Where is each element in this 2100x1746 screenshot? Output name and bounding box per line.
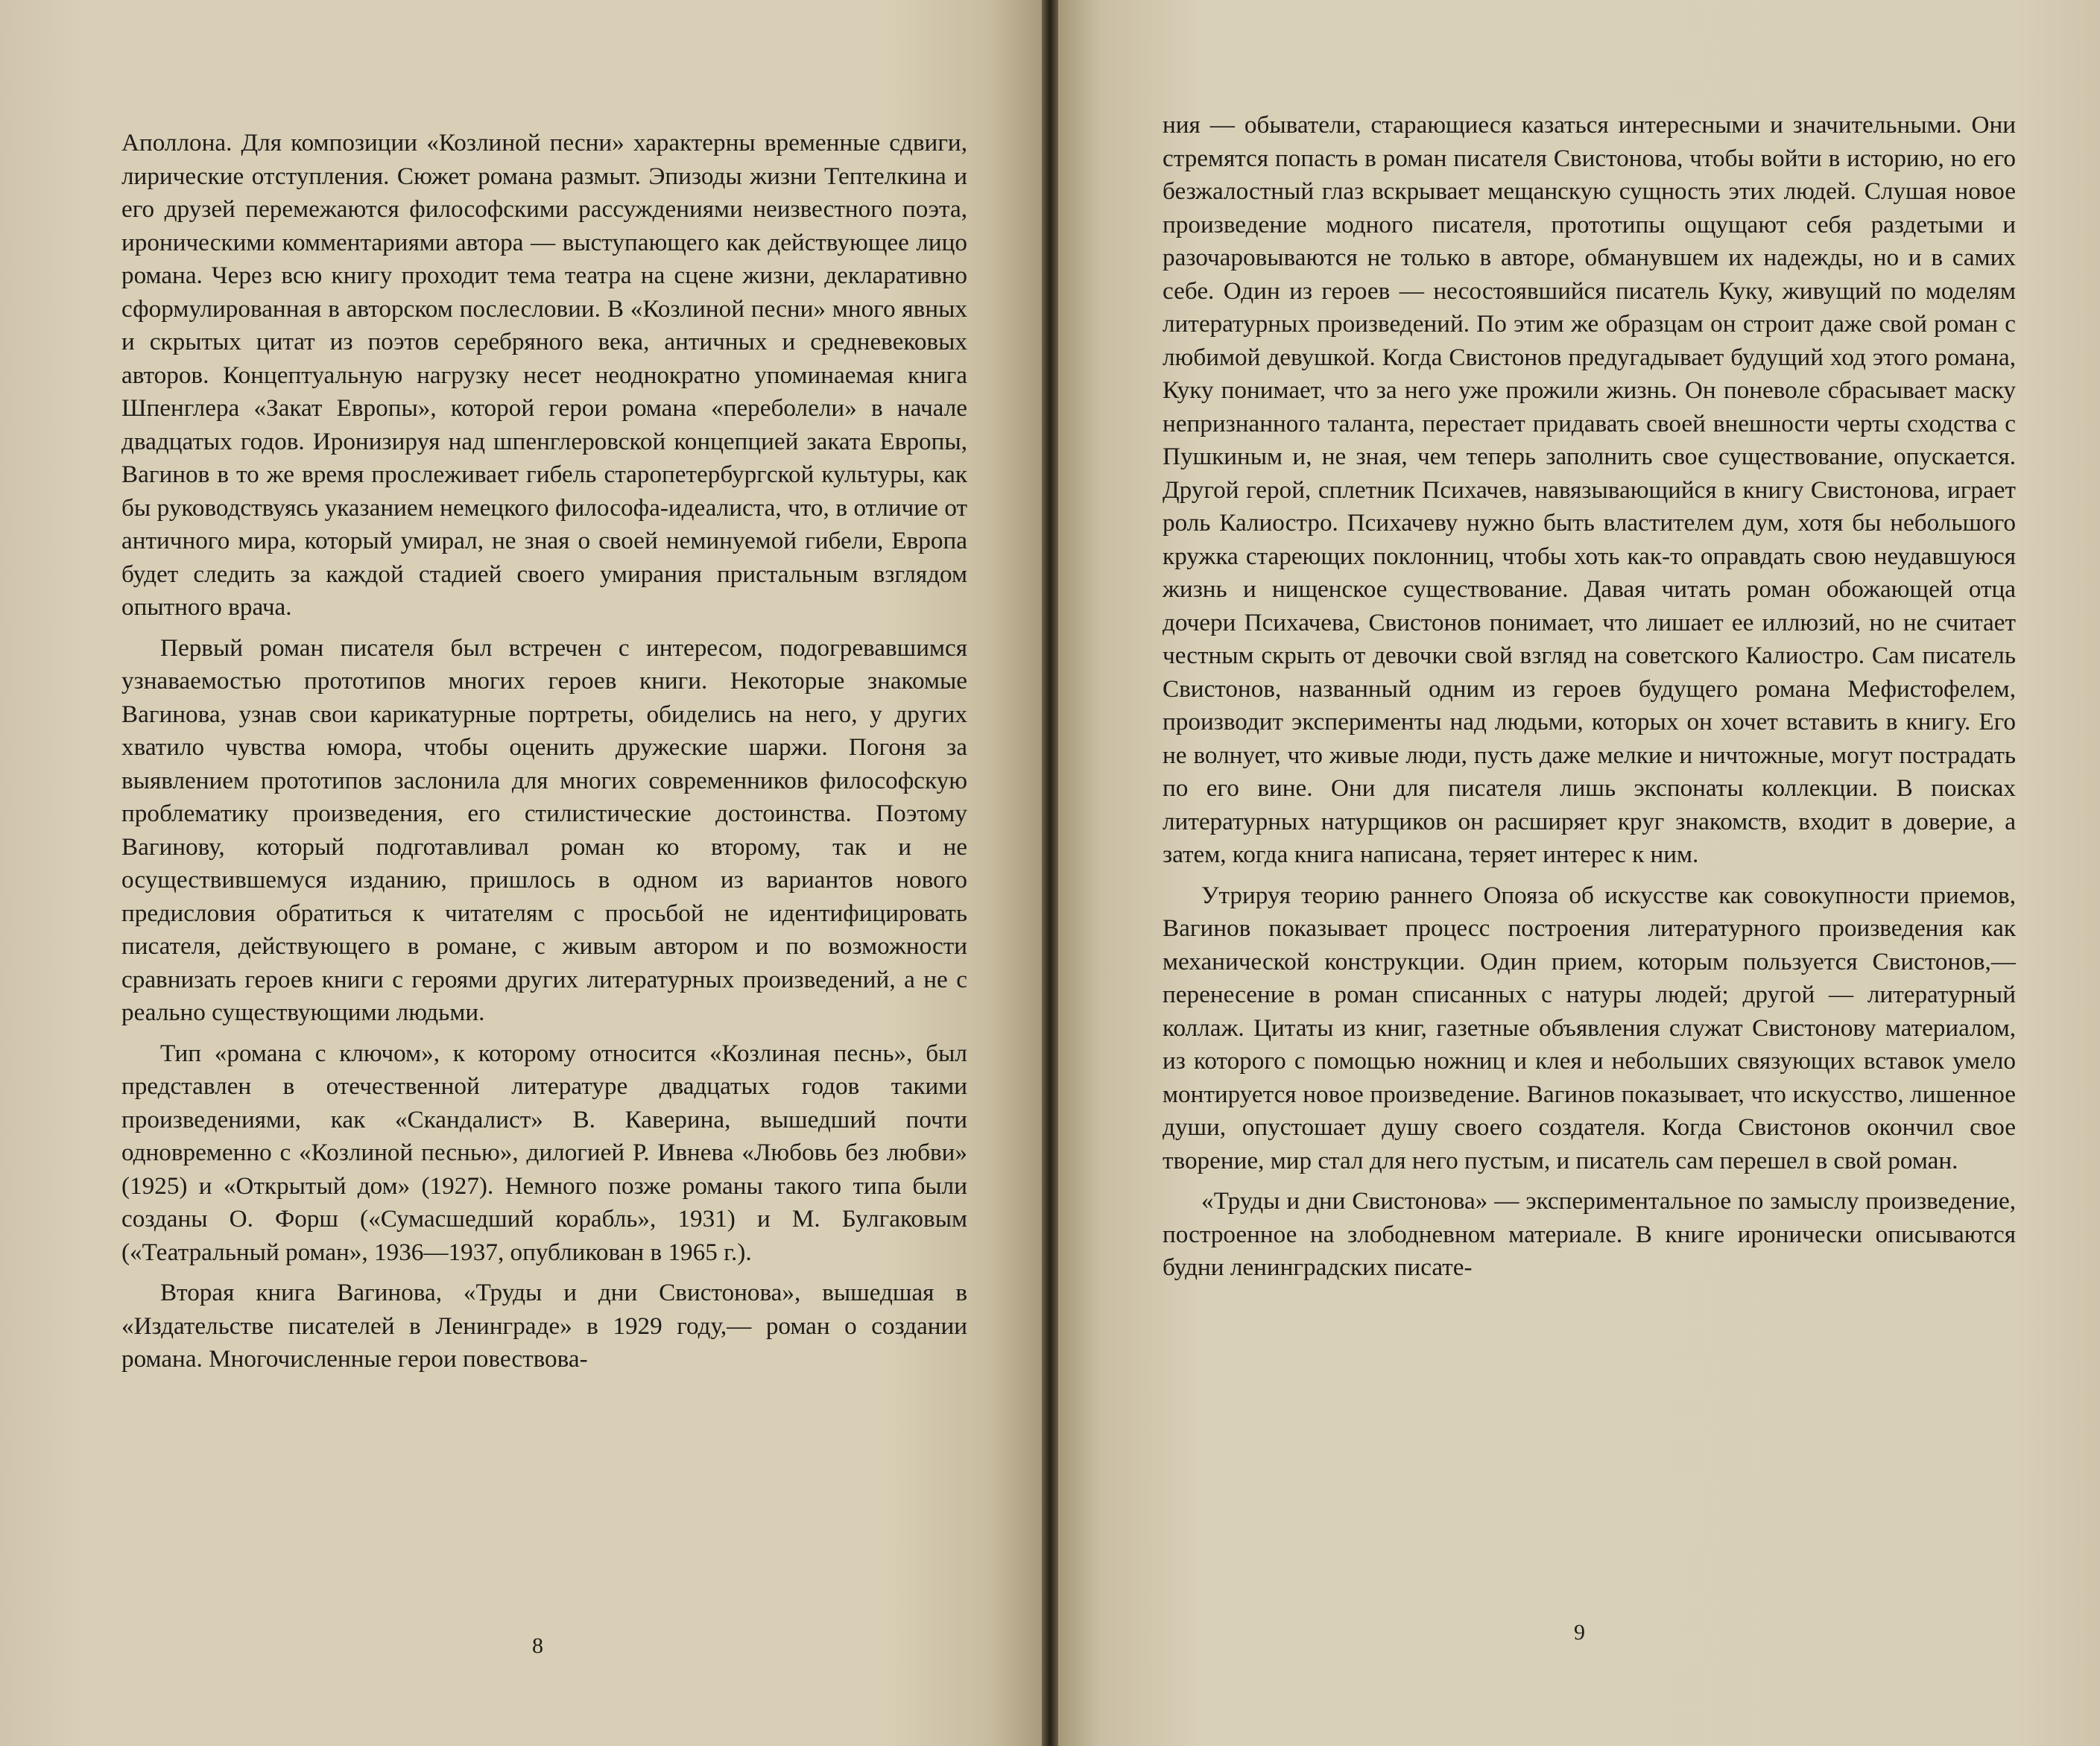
right-page-text [1163, 109, 2016, 1285]
left-page [0, 0, 1042, 1746]
page-number: 8 [532, 1633, 543, 1658]
book-gutter [1042, 0, 1058, 1746]
paragraph: Тип «романа с ключом», к которому относится «Козлиная песнь», был представлен в отечественной литературе двадцатых годов такими произведениями, как «Скандалист» В. Каверина, вышедший почти одновременно с «Козлиной песнью», дилогией Р. Ивнева «Любовь без любви» (1925) и «Открытый дом» (1927). Немного позже романы такого типа были созданы О. Форш («Сумасшедший корабль», 1931) и М. Булгаковым («Театральный роман», 1936—1937, опубликован в 1965 г.). [121, 1039, 967, 1266]
paragraph: Первый роман писателя был встречен с интересом, подогревавшимся узнаваемостью прототипов многих героев книги. Некоторые знакомые Вагинова, узнав свои карикатурные портреты, обиделись на него, у других хватило чувства юмора, чтобы оценить дружеские шаржи. Погоня за выявлением прототипов заслонила для многих современников философскую проблематику произведения, его стилистические достоинства. Поэтому Вагинову, который подготавливал роман ко второму, так и не осуществившемуся изданию, пришлось в одном из вариантов нового предисловия обратиться к читателям с просьбой не идентифицировать писателя, действующего в романе, с живым автором и по возможности сравнизать героев книги с героями других литературных произведений, а не с реально существующими людьми. [121, 633, 967, 1026]
page-number: 9 [1574, 1620, 1585, 1645]
right-page [1058, 0, 2100, 1746]
paragraph: «Труды и дни Свистонова» — экспериментальное по замыслу произведение, построенное на злободневном материале. В книге иронически описываются будни ленинградских писате- [1163, 1187, 2016, 1281]
paragraph: Вторая книга Вагинова, «Труды и дни Свистонова», вышедшая в «Издательстве писателей в Ленинграде» в 1929 году,— роман о создании романа. Многочисленные герои повествова- [121, 1279, 967, 1373]
paragraph: Аполлона. Для композиции «Козлиной песни» характерны временные сдвиги, лирические отступления. Сюжет романа размыт. Эпизоды жизни Тептелкина и его друзей перемежаются философскими рассуждениями неизвестного поэта, ироническими комментариями автора — выступающего как действующее лицо романа. Через всю книгу проходит тема театра на сцене жизни, декларативно сформулированная в авторском послесловии. В «Козлиной песни» много явных и скрытых цитат из поэтов серебряного века, античных и средневековых авторов. Концептуальную нагрузку несет неоднократно упоминаемая книга Шпенглера «Закат Европы», которой герои романа «переболели» в начале двадцатых годов. Иронизируя над шпенглеровской концепцией заката Европы, Вагинов в то же время прослеживает гибель старопетербургской культуры, как бы руководствуясь указанием немецкого философа-идеалиста, что, в отличие от античного мира, который умирал, не зная о своей неминуемой гибели, Европа будет следить за каждой стадией своего умирания пристальным взглядом опытного врача. [121, 129, 967, 621]
paragraph: ния — обыватели, старающиеся казаться интересными и значительными. Они стремятся попасть в роман писателя Свистонова, чтобы войти в историю, но его безжалостный глаз вскрывает мещанскую сущность этих людей. Слушая новое произведение модного писателя, прототипы ощущают себя раздетыми и разочаровываются не только в авторе, обманувшем их надежды, но и в самих себе. Один из героев — несостоявшийся писатель Куку, живущий по моделям литературных произведений. По этим же образцам он строит даже свой роман с любимой девушкой. Когда Свистонов предугадывает будущий ход этого романа, Куку понимает, что за него уже прожили жизнь. Он поневоле сбрасывает маску непризнанного таланта, перестает придавать своей внешности черты сходства с Пушкиным и, не зная, чем теперь заполнить свое существование, опускается. Другой герой, сплетник Психачев, навязывающийся в книгу Свистонова, играет роль Калиостро. Психачеву нужно быть властителем дум, хотя бы небольшого кружка стареющих поклонниц, чтобы хоть как-то оправдать свою неудавшуюся жизнь и нищенское существование. Давая читать роман обожающей отца дочери Психачева, Свистонов понимает, что лишает ее иллюзий, но не считает честным скрыть от девочки свой взгляд на советского Калиостро. Сам писатель Свистонов, названный одним из героев будущего романа Мефистофелем, производит эксперименты над людьми, которых он хочет вставить в книгу. Его не волнует, что живые люди, пусть даже мелкие и ничтожные, могут пострадать по его вине. Они для писателя лишь экспонаты коллекции. В поисках литературных натурщиков он расширяет круг знакомств, входит в доверие, а затем, когда книга написана, теряет интерес к ним. [1163, 111, 2016, 868]
paragraph: Утрируя теорию раннего Опояза об искусстве как совокупности приемов, Вагинов показывает процесс построения литературного произведения как механической конструкции. Один прием, которым пользуется Свистонов,— перенесение в роман списанных с натуры людей; другой — литературный коллаж. Цитаты из книг, газетные объявления служат Свистонову материалом, из которого с помощью ножниц и клея и небольших связующих вставок умело монтируется новое произведение. Вагинов показывает, что искусство, лишенное души, опустошает душу своего создателя. Когда Свистонов окончил свое творение, мир стал для него пустым, и писатель сам перешел в свой роман. [1163, 881, 2016, 1174]
left-page-text [121, 127, 967, 1376]
